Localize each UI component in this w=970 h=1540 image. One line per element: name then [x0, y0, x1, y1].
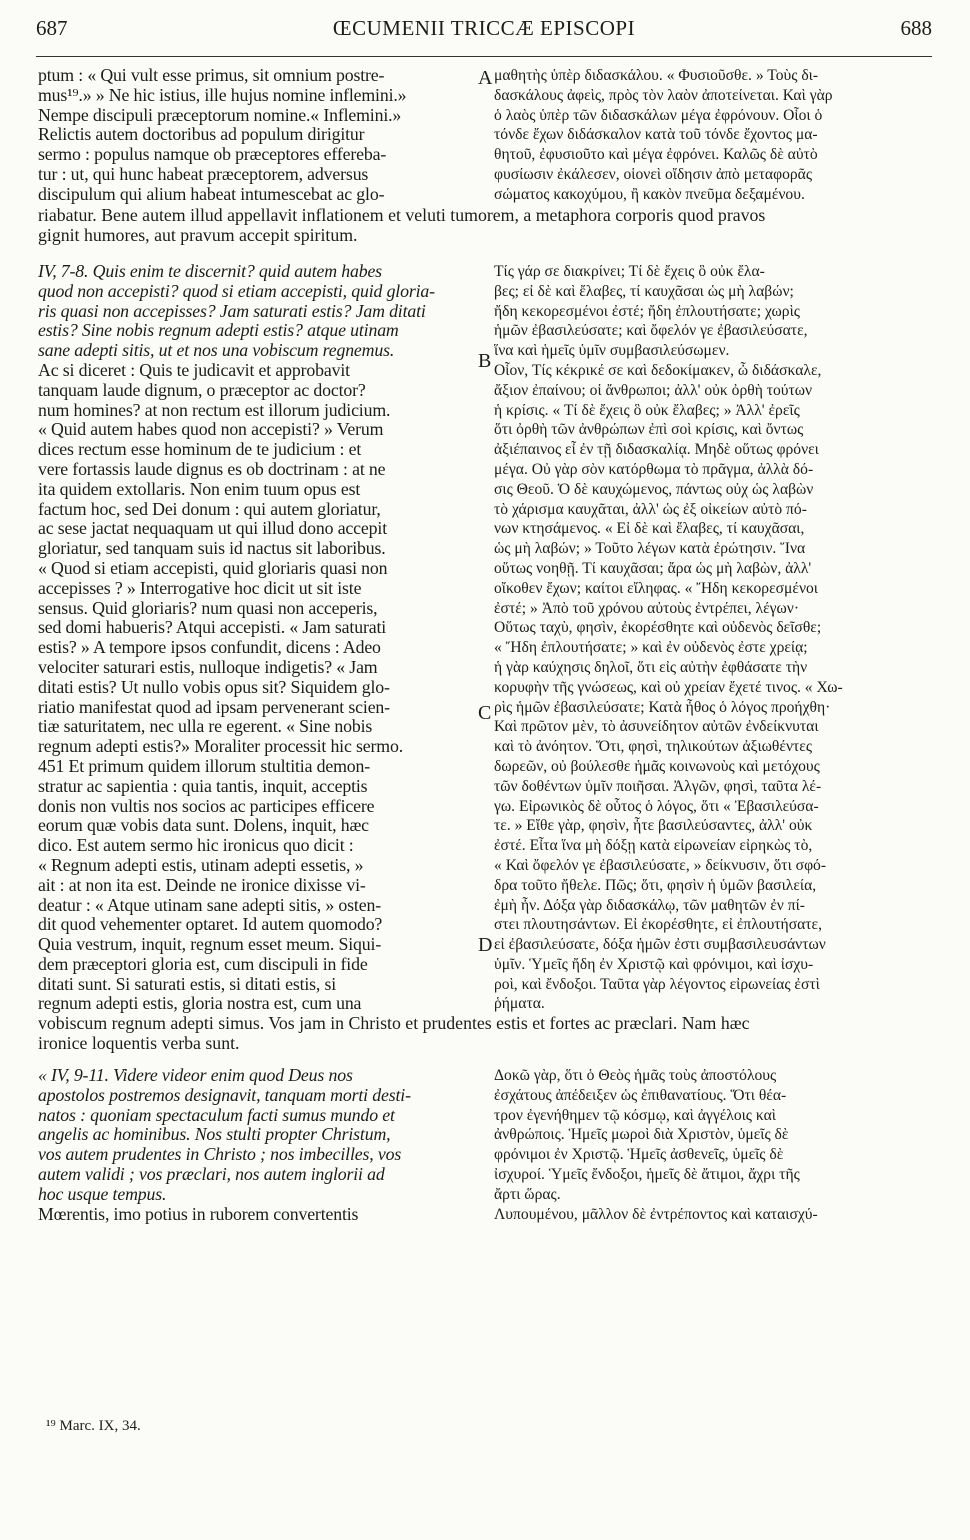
text-line: οἴκοθεν ἔχων; καίτοι εἴληφας. « Ἤδη κεκορεσμένοι [494, 579, 818, 597]
text-line: « Regnum adepti estis, utinam adepti essetis, » [38, 855, 364, 875]
text-line: angelis ac hominibus. Nos stulti propter Christum, [38, 1125, 391, 1145]
text-line: Δοκῶ γὰρ, ὅτι ὁ Θεὸς ἡμᾶς τοὺς ἀποστόλους [494, 1067, 777, 1084]
text-line: Relictis autem doctoribus ad populum dirigitur [38, 125, 365, 145]
text-line: ait : at non ita est. Deinde ne ironice dixisse vi- [38, 875, 366, 895]
text-line: Mœrentis, imo potius in ruborem convertentis [38, 1204, 359, 1224]
text-line: ἄρτι ὥρας. [494, 1185, 561, 1203]
text-line: regnum adepti estis, gloria nostra est, cum una [38, 994, 362, 1014]
left-page-number: 687 [36, 16, 68, 40]
text-line: δασκάλους ἀφεὶς, πρὸς τὸν λαὸν ἀποτείνεται. Καὶ γὰρ [494, 86, 833, 104]
header-rule [36, 56, 932, 57]
text-line: βες; εἰ δὲ καὶ ἔλαβες, τί καυχᾶσαι ὡς μὴ λαβών; [494, 282, 794, 300]
latin-column-block-1 [38, 66, 476, 205]
text-line: ἵνα καὶ ἡμεῖς ὑμῖν συμβασιλεύσωμεν. [494, 342, 730, 360]
text-line: ac sese jactat nequaquam ut qui illud dono accepit [38, 519, 387, 539]
text-line: num homines? at non rectum est illorum judicium. [38, 400, 391, 420]
text-line: deatur : « Atque utinam sane adepti sitis, » osten- [38, 895, 381, 915]
text-line: ἡ κρίσις. « Τί δὲ ἔχεις ὃ οὐκ ἔλαβες; » Ἀλλ' ἐρεῖς [494, 401, 800, 419]
greek-column-block-2 [494, 262, 938, 1014]
text-line: ὡς μὴ λαβών; » Τοῦτο λέγων κατὰ ἐρώτησιν. Ἵνα [494, 540, 806, 558]
text-line: natos : quoniam spectaculum facti sumus mundo et [38, 1105, 395, 1125]
text-line: οὕτως νοηθῇ. Τί καυχᾶσαι; ἄρα ὡς μὴ λαβὼν, ἀλλ' [494, 559, 812, 577]
text-line: 451 Et primum quidem illorum stultitia demon- [38, 756, 371, 776]
greek-column-block-3 [494, 1066, 938, 1224]
text-line: eorum quæ vobis data sunt. Dolens, inquit, hæc [38, 816, 369, 836]
text-line: ἄξιον ἐπαίνου; οἱ ἄνθρωποι; ἀλλ' οὐκ ὀρθὴ τούτων [494, 381, 813, 399]
text-line: quod non accepisti? quod si etiam accepisti, quid gloria- [38, 281, 435, 301]
margin-marker-c: C [478, 702, 492, 724]
text-line: ἐσχάτους ἀπέδειξεν ὡς ἐπιθανατίους. Ὅτι θέα- [494, 1086, 787, 1104]
text-line: δρα τοῦτο ἤθελε. Πῶς; ὅτι, φησὶν ἡ ὑμῶν βασιλεία, [494, 876, 817, 894]
text-line: ἐστέ; » Ἀπὸ τοῦ χρόνου αὐτοὺς ἐντρέπει, λέγων· [494, 599, 800, 617]
text-line: ἐστέ. Εἶτα ἵνα μὴ δόξῃ κατὰ εἰρωνείαν εἰρηκὼς τὸ, [494, 837, 813, 855]
latin-column-block-2 [38, 262, 476, 1014]
text-line: « Quid autem habes quod non accepisti? » Verum [38, 420, 384, 440]
text-line: velociter saturari estis, nulloque indigetis? « Jam [38, 657, 378, 677]
page-header [36, 8, 932, 48]
text-line: ris quasi non accepisses? Jam saturati estis? Jam ditati [38, 301, 426, 321]
text-line: σις Θεοῦ. Ὁ δὲ καυχώμενος, πάντως οὐχ ὡς λαβὼν [494, 480, 814, 498]
text-line: τὸ χάρισμα καυχᾶται, ἀλλ' ὡς ἐξ οἰκείων αὐτὸ πό- [494, 500, 807, 518]
text-line: ἐμὴ ἦν. Δόξα γὰρ διδασκάλῳ, τῶν μαθητῶν ἐν πί- [494, 896, 805, 914]
text-line: τόνδε ἔχων διδάσκαλον κατὰ τοῦ τόνδε ἔχοντος μα- [494, 126, 818, 144]
text-line: « Ἤδη ἐπλουτήσατε; » καὶ ἐν οὐδενὸς ἐστε χρείᾳ; [494, 639, 808, 657]
text-line: ὅτι ὀρθὴ τῶν ἀνθρώπων ἐπὶ σοὶ κρίσις, καὶ ὄντως [494, 421, 804, 439]
text-line: sed domi habueris? Atqui accepisti. « Jam saturati [38, 618, 387, 638]
text-line: ita quidem extollaris. Non enim tuum opus est [38, 479, 361, 499]
text-line: regnum adepti estis?» Moraliter processit hic sermo. [38, 737, 404, 757]
text-line: ἡ γὰρ καύχησις δηλοῖ, ὅτι εἰς αὐτὴν ἐφθάσατε τὴν [494, 658, 808, 676]
text-line: καὶ τὸ ἀνόητον. Ὅτι, φησὶ, τηλικούτων ἀξιωθέντες [494, 738, 812, 756]
text-line: Nempe discipuli præceptorum nomine.« Inflemini.» [38, 105, 402, 125]
margin-marker-b: B [478, 350, 492, 372]
text-line: riatio manifestat quod ad ipsam pervenerant scien- [38, 697, 390, 717]
text-line: vere fortassis laude dignus es ob doctrinam : at ne [38, 459, 386, 479]
running-title: ŒCUMENII TRICCÆ EPISCOPI [332, 16, 636, 40]
text-line: stratur ac sapientia : quia tantis, inquit, acceptis [38, 776, 368, 796]
text-line: τρον ἐγενήθημεν τῷ κόσμῳ, καὶ ἀγγέλοις καὶ [494, 1106, 776, 1124]
text-line: dit quod vehementer optaret. Id autem quomodo? [38, 915, 383, 935]
text-line: στει πλουτησάντων. Εἰ ἐκορέσθητε, εἰ ἐπλουτήσατε, [494, 916, 822, 934]
text-line: autem validi ; vos præclari, nos autem inglorii ad [38, 1164, 385, 1184]
text-line: ἡμῶν ἐβασιλεύσατε; καὶ ὄφελόν γε ἐβασιλεύσατε, [494, 322, 808, 340]
text-line: μέγα. Οὐ γὰρ σὸν κατόρθωμα τὸ πρᾶγμα, ἀλλὰ δό- [494, 460, 814, 478]
text-line: Ac si diceret : Quis te judicavit et approbavit [38, 360, 350, 380]
text-line: γω. Εἰρωνικὸς δὲ οὗτος ὁ λόγος, ὅτι « Ἐβασιλεύσα- [494, 797, 819, 815]
text-line: dices rectum esse hominum de te judicium : et [38, 440, 362, 460]
full-width-block-1 [38, 206, 938, 246]
text-line: Οἷον, Τίς κέκρικέ σε καὶ δεδοκίμακεν, ὦ διδάσκαλε, [494, 361, 822, 379]
latin-column-block-3 [38, 1066, 476, 1224]
text-line: riabatur. Bene autem illud appellavit inflationem et veluti tumorem, a metaphora corporis quod pravos [38, 206, 766, 225]
text-line: « Καὶ ὄφελόν γε ἐβασιλεύσατε, » δείκνυσιν, ὅτι σφό- [494, 856, 827, 874]
text-line: dem præceptori gloria est, cum discipuli in fide [38, 954, 368, 974]
text-line: ἀξιέπαινος εἶ ἐν τῇ διδασκαλίᾳ. Μηδὲ οὕτως φρόνει [494, 441, 819, 459]
text-line: ditati sunt. Si saturati estis, si ditati estis, si [38, 974, 337, 994]
right-page-number: 688 [900, 16, 932, 40]
text-line: μαθητὴς ὑπὲρ διδασκάλου. « Φυσιοῦσθε. » Τοὺς δι- [494, 67, 819, 84]
text-line: tiæ saturitatem, nec ulla re egerent. « Sine nobis [38, 717, 373, 737]
footnote: ¹⁹ Marc. IX, 34. [46, 1418, 141, 1434]
text-line: vos autem prudentes in Christo ; nos imbecilles, vos [38, 1145, 402, 1165]
margin-marker-a: A [478, 67, 493, 89]
text-line: sane adepti sitis, ut et nos una vobiscum regnemus. [38, 341, 395, 361]
greek-column-block-1 [494, 66, 938, 205]
text-line: Λυπουμένου, μᾶλλον δὲ ἐντρέποντος καὶ καταισχύ- [494, 1205, 818, 1223]
text-line: Τίς γάρ σε διακρίνει; Τί δὲ ἔχεις ὃ οὐκ ἔλα- [494, 263, 765, 280]
text-line: vobiscum regnum adepti simus. Vos jam in Christo et prudentes estis et fortes ac præclari. Nam hæc [38, 1014, 750, 1033]
text-line: tur : ut, qui hunc habeat præceptorem, adversus [38, 164, 369, 184]
text-line: Quia vestrum, inquit, regnum esset meum. Siqui- [38, 935, 382, 955]
text-line: τε. » Εἴθε γὰρ, φησὶν, ἦτε βασιλεύσαντες, ἀλλ' οὐκ [494, 817, 813, 835]
text-line: τῶν δοθέντων ὑμῖν ποιῆσαι. Ἀλγῶν, φησὶ, ταῦτα λέ- [494, 777, 822, 795]
text-line: ἀνθρώποις. Ἡμεῖς μωροὶ διὰ Χριστὸν, ὑμεῖς δὲ [494, 1126, 789, 1144]
text-line: φρόνιμοι ἐν Χριστῷ. Ἡμεῖς ἀσθενεῖς, ὑμεῖς δὲ [494, 1146, 784, 1164]
text-line: sensus. Quid gloriaris? num quasi non acceperis, [38, 598, 378, 618]
text-line: Οὕτως ταχὺ, φησὶν, ἐκορέσθητε καὶ οὐδενὸς δεῖσθε; [494, 619, 822, 637]
text-line: apostolos postremos designavit, tanquam morti desti- [38, 1085, 411, 1105]
text-line: ὁ λαὸς ὑπὲρ τῶν διδασκάλων μέγα ἐφρόνουν. Οἷοι ὁ [494, 106, 823, 124]
text-line: ironice loquentis verba sunt. [38, 1033, 240, 1053]
text-line: ροὶ, καὶ ἔνδοξοι. Ταῦτα γὰρ λέγοντος εἰρωνείας ἐστὶ [494, 975, 820, 993]
text-line: IV, 7-8. Quis enim te discernit? quid autem habes [38, 262, 382, 281]
text-line: νων κτησάμενος. « Εἰ δὲ καὶ ἔλαβες, τί καυχᾶσαι, [494, 520, 805, 538]
text-line: φυσίωσιν ἐκάλεσεν, οἱονεὶ οἴδησιν ἀπὸ μεταφορᾶς [494, 165, 813, 183]
text-line: hoc usque tempus. [38, 1184, 167, 1204]
text-line: ρὶς ἡμῶν ἐβασιλεύσατε; Κατὰ ἦθος ὁ λόγος προήχθη· [494, 698, 831, 716]
full-width-block-2 [38, 1014, 938, 1054]
text-line: estis? Sine nobis regnum adepti estis? atque utinam [38, 321, 399, 341]
text-line: estis? » A tempore ipsos confundit, dicens : Adeo [38, 638, 381, 658]
text-line: ptum : « Qui vult esse primus, sit omnium postre- [38, 66, 385, 85]
text-line: ditati estis? Ut nullo vobis opus sit? Siquidem glo- [38, 677, 390, 697]
text-line: ἤδη κεκορεσμένοι ἐστέ; ἤδη ἐπλουτήσατε; χωρὶς [494, 302, 800, 320]
text-line: δωρεῶν, οὐ βούλεσθε ἡμᾶς κοινωνοὺς καὶ μετόχους [494, 757, 820, 775]
text-line: εἰ ἐβασιλεύσατε, δόξα ἡμῶν ἐστι συμβασιλευσάντων [494, 936, 826, 954]
text-line: κορυφὴν τῆς γνώσεως, καὶ οὐ χρείαν ἔχετέ τινος. « Χω- [494, 678, 843, 696]
text-line: dico. Est autem sermo hic ironicus quo dicit : [38, 836, 354, 856]
text-line: tanquam laude dignum, o præceptor ac doctor? [38, 380, 366, 400]
text-line: θητοῦ, ἐφυσιοῦτο καὶ μέγα ἐφρόνει. Καλῶς δὲ αὐτὸ [494, 146, 818, 164]
margin-marker-d: D [478, 934, 493, 956]
text-line: « IV, 9-11. Videre videor enim quod Deus nos [38, 1066, 353, 1085]
text-line: donis non vultis nos socios ac participes efficere [38, 796, 375, 816]
text-line: gloriatur, sed tanquam suis id nactus sit laboribus. [38, 539, 386, 559]
text-line: σώματος κακοχύμου, ἢ κακὸν πνεῦμα δεξαμένου. [494, 185, 805, 203]
text-line: « Quod si etiam accepisti, quid gloriaris quasi non [38, 558, 388, 578]
text-line: ἰσχυροί. Ὑμεῖς ἔνδοξοι, ἡμεῖς δὲ ἄτιμοι, ἄχρι τῆς [494, 1165, 800, 1183]
text-line: ῥήματα. [494, 995, 545, 1013]
text-line: mus¹⁹.» » Ne hic istius, ille hujus nomine inflemini.» [38, 85, 407, 105]
text-line: factum hoc, sed Dei donum : qui autem gloriatur, [38, 499, 381, 519]
text-line: accepisses ? » Interrogative hoc dicit ut sit iste [38, 578, 362, 598]
text-line: discipulum qui alium habeat intumescebat ac glo- [38, 184, 385, 204]
text-line: ὑμῖν. Ὑμεῖς ἤδη ἐν Χριστῷ καὶ φρόνιμοι, καὶ ἰσχυ- [494, 955, 814, 973]
text-line: gignit humores, aut pravum accepit spiritum. [38, 225, 358, 245]
text-line: sermo : populus namque ob præceptores efferebа- [38, 145, 387, 165]
text-line: Καὶ πρῶτον μὲν, τὸ ἀσυνείδητον αὐτῶν ἐνδείκνυται [494, 718, 819, 736]
